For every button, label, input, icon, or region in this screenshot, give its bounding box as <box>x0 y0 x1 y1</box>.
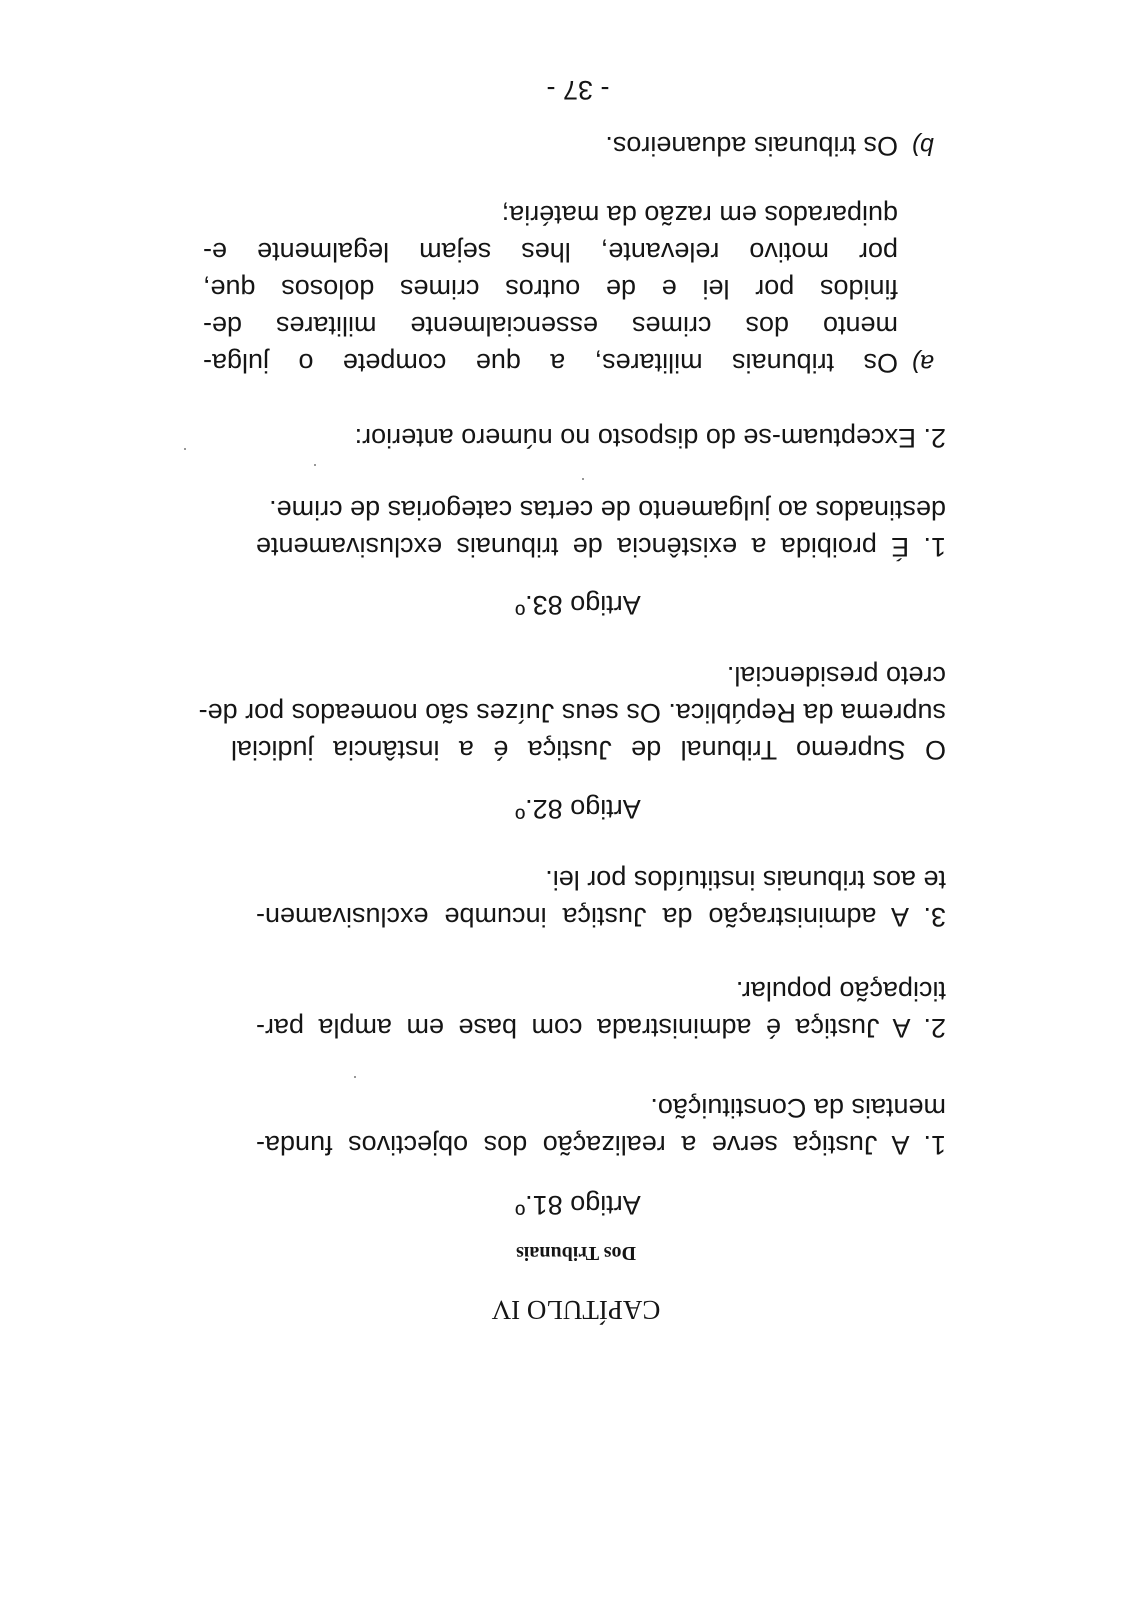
scan-speck <box>582 478 584 480</box>
article-81-para-2-line-2: ticipação popular. <box>735 976 946 1006</box>
article-83-para-1-line-1: 1. É proibida a existência de tribunais exclusivamente <box>256 532 946 562</box>
item-a-marker: a) <box>911 349 934 377</box>
article-81-para-3-line-1: 3. A administração da Justiça incumbe exclusivamen- <box>256 902 946 932</box>
page-number: - 37 - <box>546 75 610 105</box>
article-82-para-1-line-2: suprema da República. Os seus Juízes são nomeados por de- <box>198 698 946 728</box>
article-82-para-1-line-1: O Supremo Tribunal de Justiça é a instância judicial <box>231 735 946 765</box>
item-a-line-5: quiparados em razão da matéria; <box>501 200 898 230</box>
article-83-heading: Artigo 83.º <box>515 590 641 620</box>
scan-speck <box>184 448 186 450</box>
article-81-para-1-line-2: mentais da Constituição. <box>650 1093 946 1123</box>
article-81-heading: Artigo 81.º <box>515 1190 641 1220</box>
scan-speck <box>354 1076 356 1078</box>
item-a-line-2: mento dos crimes essencialmente militares de- <box>203 311 898 341</box>
article-81-para-2-line-1: 2. A Justiça é administrada com base em ampla par- <box>256 1013 946 1043</box>
article-83-para-2-line-1: 2. Exceptuam-se do disposto no número anterior: <box>354 423 946 453</box>
item-a-line-4: por motivo relevante, lhes sejam legalmente e- <box>203 237 898 267</box>
article-82-heading: Artigo 82.º <box>515 794 641 824</box>
scan-speck <box>314 464 316 466</box>
item-b-marker: b) <box>911 132 934 160</box>
chapter-subtitle: Dos Tribunais <box>516 1242 636 1264</box>
chapter-title: CAPÍTULO IV <box>491 1295 661 1325</box>
item-a-line-3: finidos por lei e de outros crimes dolosos que, <box>203 274 898 304</box>
item-b-line-1: Os tribunais aduaneiros. <box>605 131 898 161</box>
article-81-para-1-line-1: 1. A Justiça serve a realização dos objectivos funda- <box>256 1130 946 1160</box>
item-a-line-1: Os tribunais militares, a que compete o julga- <box>203 348 898 378</box>
article-83-para-1-line-2: destinados ao julgamento de certas categorias de crime. <box>269 495 946 525</box>
article-81-para-3-line-2: te aos tribunais instituídos por lei. <box>545 865 946 895</box>
article-82-para-1-line-3: creto presidencial. <box>726 661 946 691</box>
